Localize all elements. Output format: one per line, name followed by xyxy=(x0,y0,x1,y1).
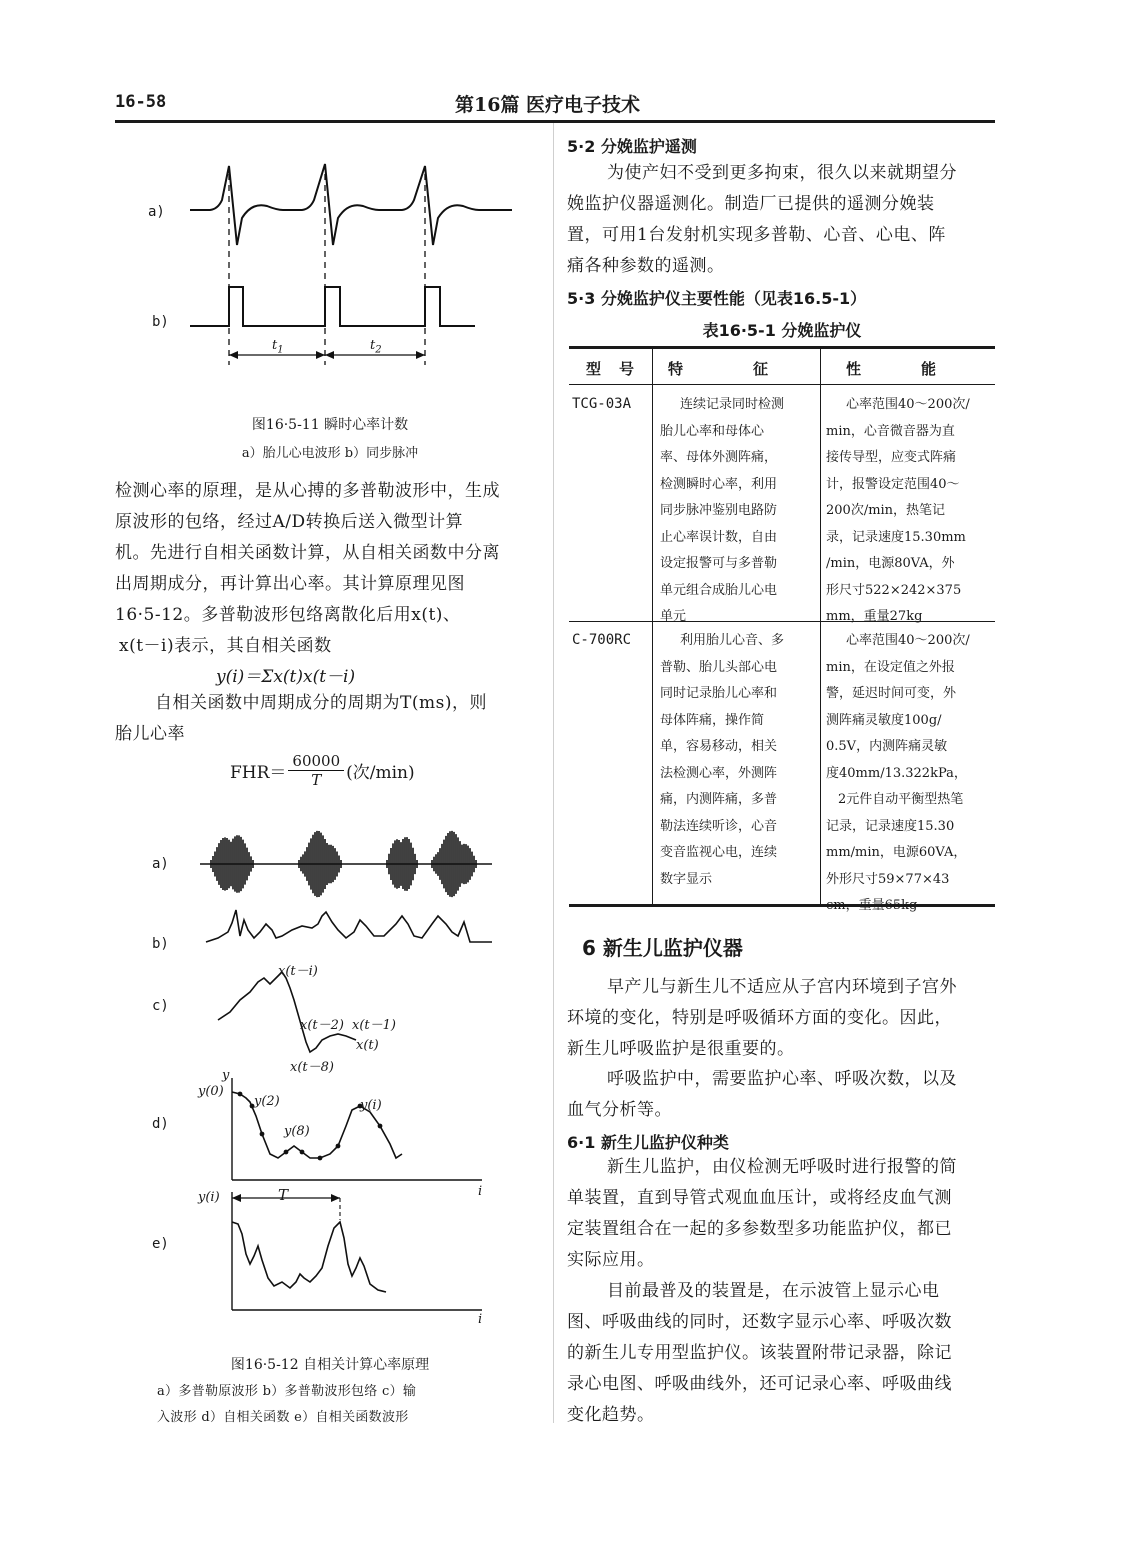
para1-line: 16·5-12。多普勒波形包络离散化后用x(t)、 xyxy=(115,605,461,625)
autocorrelation-formula: y(i)＝Σx(t)x(t－i) xyxy=(216,667,356,687)
fig12-label-b: b) xyxy=(152,936,169,952)
cell-line: 200次/min，热笔记 xyxy=(826,503,946,518)
para2-line: 胎儿心率 xyxy=(115,724,185,744)
cell-line: 普勒、胎儿头部心电 xyxy=(660,659,778,675)
para1-line: x(t－i)表示，其自相关函数 xyxy=(119,636,332,656)
fig12-c-label-xt8: x(t－8) xyxy=(290,1060,334,1075)
cell-line: 单元组合成胎儿心电 xyxy=(660,582,778,598)
cell-line: min，在设定值之外报 xyxy=(826,659,955,675)
cell-line: 变音监视心电，连续 xyxy=(660,845,778,860)
fig12-d-label-yi: y(i) xyxy=(360,1098,382,1113)
cell-line: 度40mm/13.322kPa， xyxy=(826,765,967,781)
fig11-waveform-diagram xyxy=(170,150,530,380)
part-title: 第16篇 医疗电子技术 xyxy=(455,94,641,116)
table-header-rule xyxy=(569,384,995,385)
cell-line: /min，电源80VA，外 xyxy=(826,556,955,571)
fig12-d-label-y: y xyxy=(222,1068,230,1083)
heart-rate-principle-paragraph xyxy=(115,476,543,662)
section-5-2-paragraph xyxy=(567,158,995,282)
fig12-autocorr-waveform xyxy=(232,1222,386,1292)
fig11-sync-pulses xyxy=(190,287,475,326)
table-row-1-model: TCG-03A xyxy=(572,396,632,412)
fig12-d-label-y0: y(0) xyxy=(198,1084,224,1099)
fig12-envelope xyxy=(206,910,492,942)
table-row-2-model: C-700RC xyxy=(572,632,632,648)
table-row-2-performance xyxy=(826,628,994,920)
s61-line: 录心电图、呼吸曲线外，还可记录心率、呼吸曲线 xyxy=(567,1374,952,1394)
cell-line: cm，重量65kg xyxy=(826,898,918,913)
fig12-label-c: c) xyxy=(152,998,169,1014)
cell-line: 痛，内测阵痛，多普 xyxy=(660,792,778,807)
s61-line: 图、呼吸曲线的同时，还数字显示心率、呼吸次数 xyxy=(567,1312,952,1332)
cell-line: 心率范围40～200次/ xyxy=(846,397,970,412)
s6-line: 呼吸监护中，需要监护心率、呼吸次数，以及 xyxy=(607,1069,957,1089)
section-6-1-title: 6·1 新生儿监护仪种类 xyxy=(567,1133,729,1152)
fig11-t2-label: $t_2$ xyxy=(370,338,382,356)
fig12-c-label-xt: x(t) xyxy=(356,1038,379,1053)
s6-line: 早产儿与新生儿不适应从子宫内环境到子宫外 xyxy=(607,977,957,997)
fig12-c-label-xt1: x(t－1) xyxy=(352,1018,396,1033)
cell-line: mm/min，电源60VA， xyxy=(826,845,967,860)
table-row-1-performance xyxy=(826,392,994,631)
para1-line: 检测心率的原理，是从心搏的多普勒波形中，生成 xyxy=(115,481,500,501)
s6-line: 环境的变化，特别是呼吸循环方面的变化。因此， xyxy=(567,1008,952,1028)
page-number: 16-58 xyxy=(115,92,167,112)
cell-line: 计，报警设定范围40～ xyxy=(826,476,960,492)
fig12-sub-caption-2: 入波形 d）自相关函数 e）自相关函数波形 xyxy=(157,1410,409,1425)
s6-line: 新生儿呼吸监护是很重要的。 xyxy=(567,1039,795,1059)
fig12-e-label-T: T xyxy=(278,1186,289,1204)
table-col-rule-1 xyxy=(652,349,653,904)
cell-line: 设定报警可与多普勒 xyxy=(660,556,778,571)
fig12-label-a: a) xyxy=(152,856,169,872)
table-top-rule xyxy=(569,346,995,349)
cell-line: 连续记录同时检测 xyxy=(680,397,785,412)
para1-line: 机。先进行自相关函数计算，从自相关函数中分离 xyxy=(115,543,500,563)
cell-line: 记录，记录速度15.30 xyxy=(826,818,955,834)
fig12-doppler-waveform xyxy=(200,831,492,897)
fig12-e-label-i: i xyxy=(478,1312,483,1327)
cell-line: 同时记录胎儿心率和 xyxy=(660,686,778,701)
fig11-caption: 图16·5-11 瞬时心率计数 xyxy=(251,417,409,433)
fig11-sub-caption: a）胎儿心电波形 b）同步脉冲 xyxy=(241,446,419,461)
cell-line: 利用胎儿心音、多 xyxy=(680,633,785,648)
fig12-label-e: e) xyxy=(152,1236,169,1252)
s61-line: 目前最普及的装置是，在示波管上显示心电 xyxy=(607,1281,940,1301)
cell-line: 2元件自动平衡型热笔 xyxy=(838,792,964,807)
section-5-3-title: 5·3 分娩监护仪主要性能（见表16.5-1） xyxy=(567,289,867,308)
fhr-formula xyxy=(230,752,415,789)
table-title: 表16·5-1 分娩监护仪 xyxy=(702,321,862,340)
fhr-unit: (次/min) xyxy=(346,763,415,783)
cell-line: 法检测心率，外测阵 xyxy=(660,765,778,781)
fig12-input-waveform xyxy=(218,972,356,1052)
s61-line: 新生儿监护，由仪检测无呼吸时进行报警的简 xyxy=(607,1157,957,1177)
cell-line: 勒法连续听诊，心音 xyxy=(660,818,778,834)
header-rule xyxy=(115,120,995,123)
cell-line: 单，容易移动，相关 xyxy=(660,739,778,754)
cell-line: 警，延迟时间可变，外 xyxy=(826,686,957,701)
cell-line: 同步脉冲鉴别电路防 xyxy=(660,503,778,518)
fig11-label-b: b) xyxy=(152,314,169,330)
fhr-lhs: FHR＝ xyxy=(230,763,287,783)
fig12-e-label-yi: y(i) xyxy=(198,1190,220,1205)
section-5-2-title: 5·2 分娩监护遥测 xyxy=(567,137,697,156)
section-6-title: 6 新生儿监护仪器 xyxy=(582,936,743,960)
cell-line: min，心音微音器为直 xyxy=(826,423,955,439)
fig12-d-label-y2: y(2) xyxy=(254,1094,280,1109)
s52-line: 为使产妇不受到更多拘束，很久以来就期望分 xyxy=(607,163,957,183)
s61-line: 实际应用。 xyxy=(567,1250,655,1270)
cell-line: 胎儿心率和母体心 xyxy=(660,423,765,439)
s52-line: 痛各种参数的遥测。 xyxy=(567,256,725,276)
cell-line: 率、母体外测阵痛， xyxy=(660,450,778,465)
fig11-t1-label: $t_1$ xyxy=(272,338,284,356)
s61-line: 的新生儿专用型监护仪。该装置附带记录器，除记 xyxy=(567,1343,952,1363)
fig12-caption: 图16·5-12 自相关计算心率原理 xyxy=(230,1357,430,1373)
para2-line: 自相关函数中周期成分的周期为T(ms)，则 xyxy=(155,693,487,713)
table-col-rule-2 xyxy=(820,349,821,904)
cell-line: mm，重量27kg xyxy=(826,609,923,624)
cell-line: 0.5V，内测阵痛灵敏 xyxy=(826,739,948,754)
para1-line: 原波形的包络，经过A/D转换后送入微型计算 xyxy=(115,512,464,532)
fig12-d-label-y8: y(8) xyxy=(284,1124,310,1139)
table-header-feature: 特征 xyxy=(667,360,838,378)
s52-line: 娩监护仪器遥测化。制造厂已提供的遥测分娩装 xyxy=(567,194,935,214)
column-divider xyxy=(553,123,554,1423)
fhr-numerator: 60000 xyxy=(288,752,344,771)
s61-line: 定装置组合在一起的多参数型多功能监护仪，都已 xyxy=(567,1219,952,1239)
s61-line: 变化趋势。 xyxy=(567,1405,655,1425)
cell-line: 录，记录速度15.30mm xyxy=(826,529,966,545)
table-row-1-feature xyxy=(660,392,816,631)
s52-line: 置，可用1台发射机实现多普勒、心音、心电、阵 xyxy=(567,225,946,245)
cell-line: 接传导型，应变式阵痛 xyxy=(826,450,957,465)
section-6-1-paragraph-2 xyxy=(567,1276,995,1431)
s6-line: 血气分析等。 xyxy=(567,1100,672,1120)
section-6-1-paragraph-1 xyxy=(567,1152,995,1276)
table-row-2-feature xyxy=(660,628,816,893)
cell-line: 单元 xyxy=(660,609,687,624)
fig11-ecg-waveform xyxy=(190,164,512,245)
fig12-d-label-i: i xyxy=(478,1184,483,1199)
cell-line: 检测瞬时心率，利用 xyxy=(660,476,778,492)
cell-line: 测阵痛灵敏度100g/ xyxy=(826,712,942,728)
fig12-c-label-xt2: x(t－2) xyxy=(300,1018,344,1033)
cell-line: 母体阵痛，操作简 xyxy=(660,712,765,728)
fig11-sync-lines xyxy=(229,174,425,365)
cell-line: 止心率误计数，自由 xyxy=(660,529,778,545)
s61-line: 单装置，直到导管式观血血压计，或将经皮血气测 xyxy=(567,1188,952,1208)
fig12-label-d: d) xyxy=(152,1116,169,1132)
cell-line: 数字显示 xyxy=(660,871,713,887)
table-header-model: 型号 xyxy=(585,360,652,378)
fig12-sub-caption-1: a）多普勒原波形 b）多普勒波形包络 c）输 xyxy=(157,1384,417,1399)
para1-line: 出周期成分，再计算出心率。其计算原理见图 xyxy=(115,574,465,594)
table-header-performance: 性能 xyxy=(845,360,996,378)
section-6-paragraph-2 xyxy=(567,1064,995,1126)
section-6-paragraph-1 xyxy=(567,972,995,1065)
fig12-c-label-xti: x(t－i) xyxy=(278,964,318,979)
cell-line: 形尺寸522×242×375 xyxy=(826,582,962,598)
cell-line: 心率范围40～200次/ xyxy=(846,633,970,648)
fig11-label-a: a) xyxy=(148,204,165,220)
cell-line: 外形尺寸59×77×43 xyxy=(826,871,950,887)
fhr-fraction xyxy=(288,752,344,789)
fhr-denominator: T xyxy=(311,771,322,789)
period-paragraph xyxy=(115,688,543,750)
